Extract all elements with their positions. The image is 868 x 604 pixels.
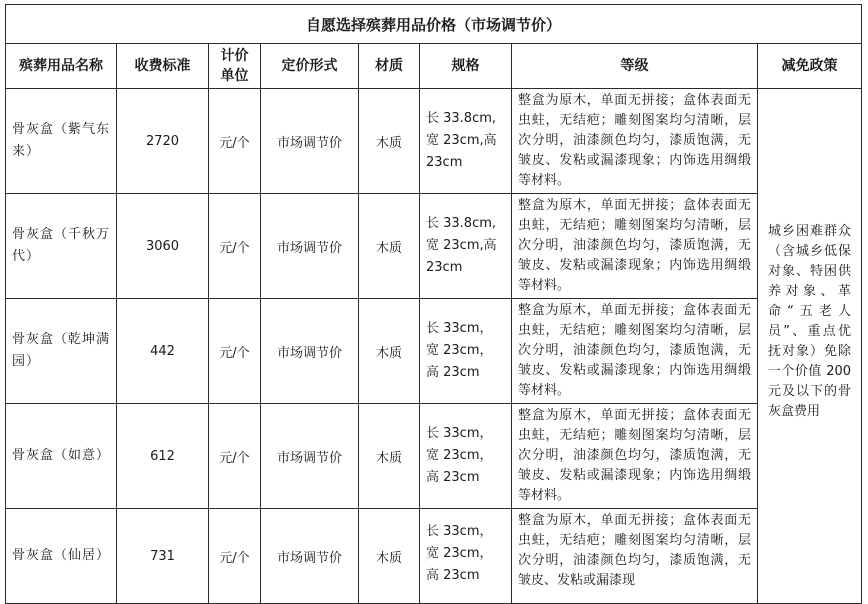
grade-value: 整盒为原木，单面无拼接；盒体表面无虫蛀，无结疤；雕刻图案均匀清晰，层次分明，油漆颜色均匀，漆质饱满，无皱皮、发粘或漏漆现 bbox=[512, 509, 758, 604]
table-row bbox=[6, 89, 862, 194]
grade-value: 整盒为原木，单面无拼接；盒体表面无虫蛀，无结疤；雕刻图案均匀清晰，层次分明，油漆颜色均匀，漆质饱满，无皱皮、发粘或漏漆现象；内饰选用绸缎等材料。 bbox=[512, 194, 758, 299]
product-name: 骨灰盒（如意） bbox=[6, 404, 117, 509]
product-name: 骨灰盒（仙居） bbox=[6, 509, 117, 604]
pricing-form: 市场调节价 bbox=[261, 509, 359, 604]
price-table bbox=[5, 4, 862, 604]
spec-value: 长 33cm，宽 23cm，高 23cm bbox=[420, 299, 512, 404]
product-name: 骨灰盒（乾坤满园） bbox=[6, 299, 117, 404]
header-unit-line2: 单位 bbox=[220, 68, 249, 84]
fee-value: 731 bbox=[117, 509, 209, 604]
material-value: 木质 bbox=[359, 299, 420, 404]
unit-value: 元/个 bbox=[209, 299, 261, 404]
spec-value: 长 33.8cm,宽 23cm,高 23cm bbox=[420, 194, 512, 299]
unit-value: 元/个 bbox=[209, 89, 261, 194]
table-row bbox=[6, 509, 862, 604]
product-name: 骨灰盒（千秋万代） bbox=[6, 194, 117, 299]
table-row bbox=[6, 299, 862, 404]
fee-value: 2720 bbox=[117, 89, 209, 194]
fee-value: 612 bbox=[117, 404, 209, 509]
material-value: 木质 bbox=[359, 89, 420, 194]
header-unit-line1: 计价 bbox=[220, 48, 249, 64]
pricing-form: 市场调节价 bbox=[261, 404, 359, 509]
header-policy: 减免政策 bbox=[758, 44, 862, 89]
table-title: 自愿选择殡葬用品价格（市场调节价） bbox=[6, 5, 862, 44]
material-value: 木质 bbox=[359, 509, 420, 604]
policy-content: 城乡困难群众（含城乡低保对象、特困供养对象、革命“五老人员”、重点优抚对象）免除一个价值 200 元及以下的骨灰盒费用 bbox=[768, 224, 852, 419]
header-unit bbox=[209, 44, 261, 89]
unit-value: 元/个 bbox=[209, 404, 261, 509]
table-row bbox=[6, 194, 862, 299]
grade-value: 整盒为原木，单面无拼接；盒体表面无虫蛀，无结疤；雕刻图案均匀清晰，层次分明，油漆颜色均匀，漆质饱满，无皱皮、发粘或漏漆现象；内饰选用绸缎等材料。 bbox=[512, 299, 758, 404]
header-row bbox=[6, 44, 862, 89]
product-name: 骨灰盒（紫气东来） bbox=[6, 89, 117, 194]
spec-value: 长 33cm，宽 23cm，高 23cm bbox=[420, 509, 512, 604]
fee-value: 3060 bbox=[117, 194, 209, 299]
header-grade: 等级 bbox=[512, 44, 758, 89]
spec-value: 长 33.8cm,宽 23cm,高 23cm bbox=[420, 89, 512, 194]
table-row bbox=[6, 404, 862, 509]
material-value: 木质 bbox=[359, 404, 420, 509]
pricing-form: 市场调节价 bbox=[261, 89, 359, 194]
pricing-form: 市场调节价 bbox=[261, 299, 359, 404]
grade-value: 整盒为原木，单面无拼接；盒体表面无虫蛀，无结疤；雕刻图案均匀清晰，层次分明，油漆颜色均匀，漆质饱满，无皱皮、发粘或漏漆现象；内饰选用绸缎等材料。 bbox=[512, 404, 758, 509]
spec-value: 长 33cm，宽 23cm，高 23cm bbox=[420, 404, 512, 509]
header-name: 殡葬用品名称 bbox=[6, 44, 117, 89]
unit-value: 元/个 bbox=[209, 509, 261, 604]
fee-value: 442 bbox=[117, 299, 209, 404]
header-fee: 收费标准 bbox=[117, 44, 209, 89]
material-value: 木质 bbox=[359, 194, 420, 299]
header-material: 材质 bbox=[359, 44, 420, 89]
grade-value: 整盒为原木，单面无拼接；盒体表面无虫蛀，无结疤；雕刻图案均匀清晰，层次分明，油漆颜色均匀，漆质饱满，无皱皮、发粘或漏漆现象；内饰选用绸缎等材料。 bbox=[512, 89, 758, 194]
header-form: 定价形式 bbox=[261, 44, 359, 89]
policy-text bbox=[758, 89, 862, 604]
unit-value: 元/个 bbox=[209, 194, 261, 299]
header-spec: 规格 bbox=[420, 44, 512, 89]
pricing-form: 市场调节价 bbox=[261, 194, 359, 299]
